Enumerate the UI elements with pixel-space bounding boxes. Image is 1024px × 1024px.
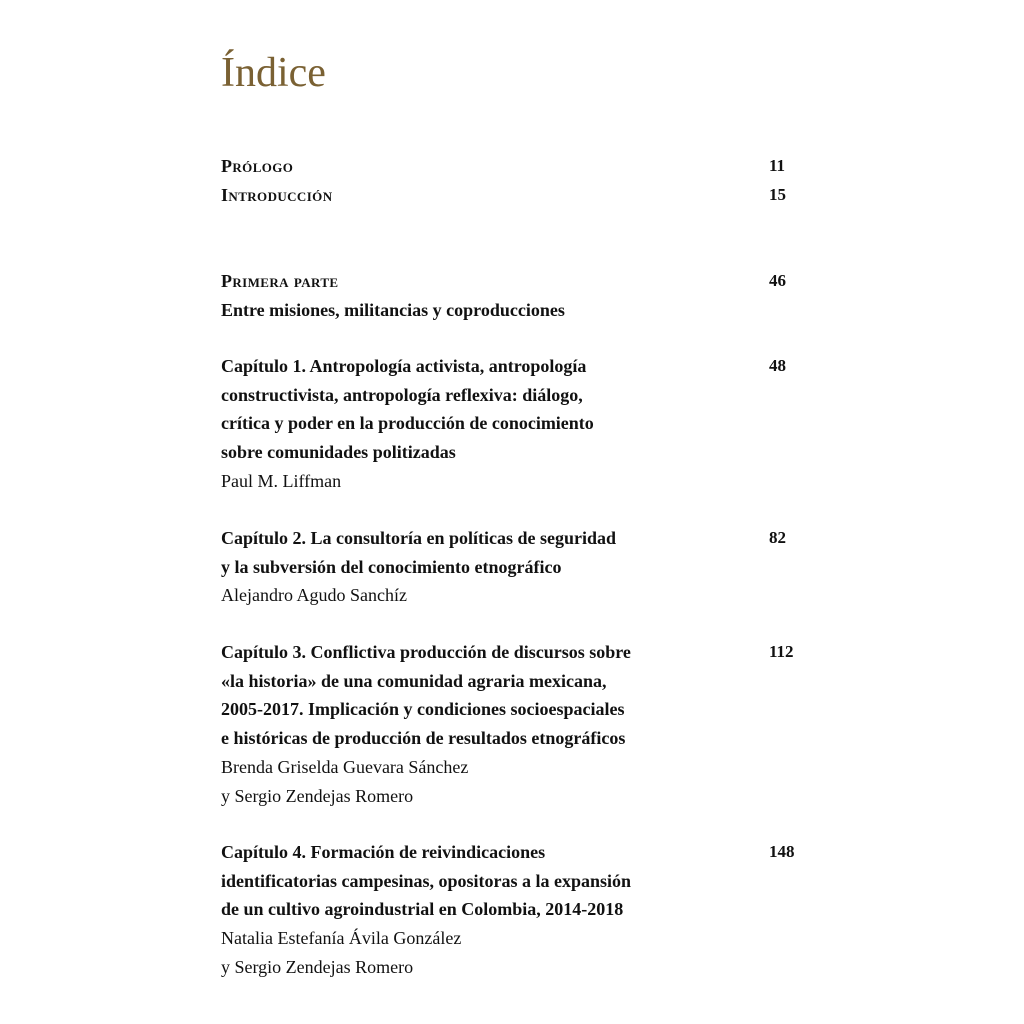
page-number: 48 [769, 356, 786, 375]
page-number: 82 [769, 528, 786, 547]
page-number: 112 [769, 642, 794, 661]
toc-entry-introduccion[interactable] [221, 181, 801, 210]
chapter-title-line: Capítulo 2. La consultoría en políticas de seguridad [221, 528, 617, 548]
toc-chapter-4[interactable] [221, 838, 801, 982]
chapter-title-line: Capítulo 4. Formación de reivindicaciones [221, 842, 546, 862]
chapter-title-line: de un cultivo agroindustrial en Colombia, 2014-2018 [221, 899, 624, 920]
toc-part-primera[interactable] [221, 267, 801, 324]
page-number: 15 [769, 185, 786, 204]
toc-chapter-2[interactable] [221, 524, 801, 610]
page-number: 148 [769, 842, 795, 861]
chapter-author: Natalia Estefanía Ávila González [221, 928, 462, 949]
toc-chapter-3[interactable] [221, 638, 801, 810]
chapter-title-line: 2005-2017. Implicación y condiciones socioespaciales [221, 699, 625, 720]
chapter-title-line: constructivista, antropología reflexiva: diálogo, [221, 384, 583, 405]
chapter-author: Paul M. Liffman [221, 470, 342, 491]
chapter-title-line: Capítulo 1. Antropología activista, antropología [221, 356, 587, 376]
chapter-title-line: sobre comunidades politizadas [221, 442, 456, 463]
chapter-title-line: identificatorias campesinas, opositoras a la expansión [221, 870, 632, 891]
chapter-title-line: «la historia» de una comunidad agraria mexicana, [221, 670, 607, 691]
chapter-author: Alejandro Agudo Sanchíz [221, 585, 407, 606]
page-number: 46 [769, 271, 786, 290]
toc-entry-prologo[interactable] [221, 152, 801, 181]
entry-label: Introducción [221, 185, 333, 205]
chapter-author: y Sergio Zendejas Romero [221, 785, 414, 806]
chapter-title-line: Capítulo 3. Conflictiva producción de discursos sobre [221, 642, 631, 662]
chapter-author: y Sergio Zendejas Romero [221, 956, 414, 977]
chapter-author: Brenda Griselda Guevara Sánchez [221, 756, 469, 777]
chapter-title-line: crítica y poder en la producción de conocimiento [221, 413, 594, 434]
chapter-title-line: e históricas de producción de resultados etnográficos [221, 728, 626, 749]
part-subtitle: Entre misiones, militancias y coproducciones [221, 299, 565, 320]
page-title: Índice [221, 50, 326, 96]
chapter-title-line: y la subversión del conocimiento etnográfico [221, 556, 562, 577]
entry-label: Prólogo [221, 156, 294, 176]
part-label: Primera parte [221, 271, 339, 291]
toc-chapter-1[interactable] [221, 352, 801, 496]
page-number: 11 [769, 156, 786, 175]
